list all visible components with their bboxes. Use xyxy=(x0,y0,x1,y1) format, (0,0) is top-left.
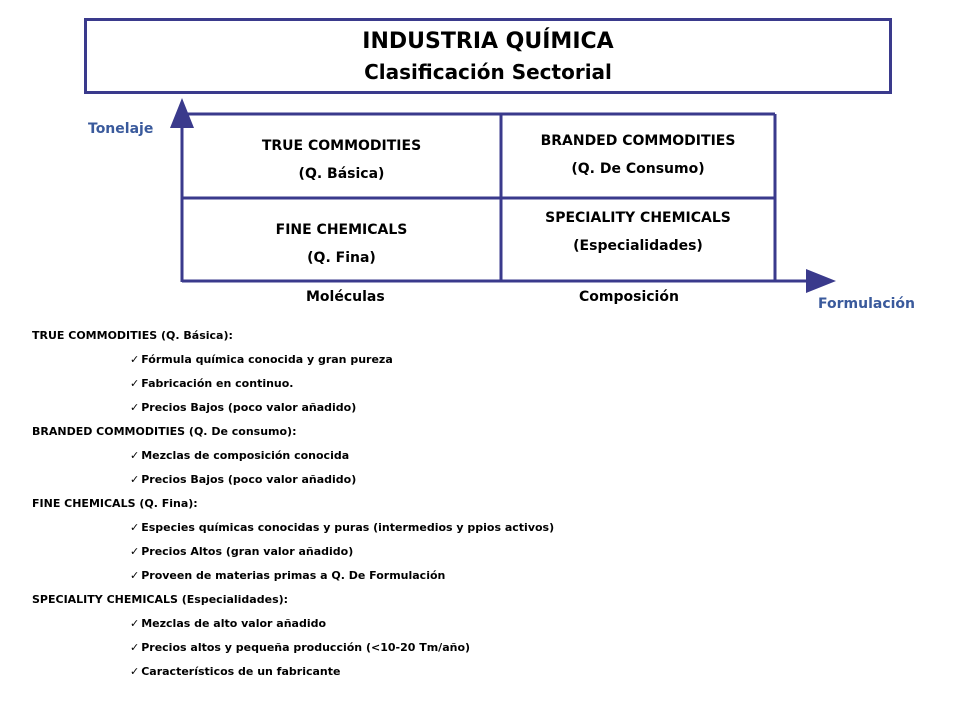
section-heading: BRANDED COMMODITIES (Q. De consumo): xyxy=(32,425,297,438)
list-item-text: Especies químicas conocidas y puras (intermedios y ppios activos) xyxy=(141,521,555,534)
title-main: INDUSTRIA QUÍMICA xyxy=(362,29,614,54)
quadrant-speciality-chemicals xyxy=(501,210,775,254)
list-item-text: Mezclas de composición conocida xyxy=(141,449,350,462)
list-item xyxy=(32,376,932,400)
quadrant-sub: (Q. Básica) xyxy=(298,166,385,182)
section-heading: TRUE COMMODITIES (Q. Básica): xyxy=(32,329,233,342)
quadrant-name: FINE CHEMICALS xyxy=(275,222,408,238)
check-icon: ✓ xyxy=(130,401,140,414)
list-item xyxy=(32,520,932,544)
list-item xyxy=(32,544,932,568)
quadrant-name: BRANDED COMMODITIES xyxy=(540,133,736,149)
check-icon: ✓ xyxy=(130,665,140,678)
check-icon: ✓ xyxy=(130,521,140,534)
check-icon: ✓ xyxy=(130,617,140,630)
check-icon: ✓ xyxy=(130,377,140,390)
y-axis-label: Tonelaje xyxy=(88,121,154,137)
quadrant-sub: (Q. De Consumo) xyxy=(571,161,705,177)
x-axis-label: Formulación xyxy=(818,296,916,312)
quadrant-true-commodities xyxy=(182,138,501,182)
label-composicion: Composición xyxy=(579,289,679,305)
list-item xyxy=(32,616,932,640)
check-icon: ✓ xyxy=(130,449,140,462)
section-heading: FINE CHEMICALS (Q. Fina): xyxy=(32,497,198,510)
title-subtitle: Clasificación Sectorial xyxy=(364,60,612,84)
list-item-text: Precios Bajos (poco valor añadido) xyxy=(141,473,357,486)
list-item-text: Característicos de un fabricante xyxy=(141,665,341,678)
check-icon: ✓ xyxy=(130,641,140,654)
quadrant-branded-commodities xyxy=(501,133,775,177)
list-item xyxy=(32,352,932,376)
list-item xyxy=(32,640,932,664)
check-icon: ✓ xyxy=(130,473,140,486)
list-item xyxy=(32,472,932,496)
section-heading: SPECIALITY CHEMICALS (Especialidades): xyxy=(32,593,289,606)
list-item-text: Precios Altos (gran valor añadido) xyxy=(141,545,354,558)
check-icon: ✓ xyxy=(130,353,140,366)
quadrant-fine-chemicals xyxy=(182,222,501,266)
list-item xyxy=(32,568,932,592)
check-icon: ✓ xyxy=(130,569,140,582)
label-moleculas: Moléculas xyxy=(306,289,385,305)
list-item-text: Proveen de materias primas a Q. De Formulación xyxy=(141,569,446,582)
quadrant-sub: (Q. Fina) xyxy=(307,250,376,266)
list-item-text: Fabricación en continuo. xyxy=(141,377,294,390)
description-list xyxy=(32,328,932,688)
list-item xyxy=(32,400,932,424)
list-item xyxy=(32,448,932,472)
quadrant-name: SPECIALITY CHEMICALS xyxy=(545,210,731,226)
check-icon: ✓ xyxy=(130,545,140,558)
list-item xyxy=(32,664,932,688)
quadrant-sub: (Especialidades) xyxy=(573,238,703,254)
list-item-text: Precios Bajos (poco valor añadido) xyxy=(141,401,357,414)
list-item-text: Precios altos y pequeña producción (<10-20 Tm/año) xyxy=(141,641,471,654)
quadrant-name: TRUE COMMODITIES xyxy=(261,138,422,154)
list-item-text: Mezclas de alto valor añadido xyxy=(141,617,327,630)
list-item-text: Fórmula química conocida y gran pureza xyxy=(141,353,393,366)
